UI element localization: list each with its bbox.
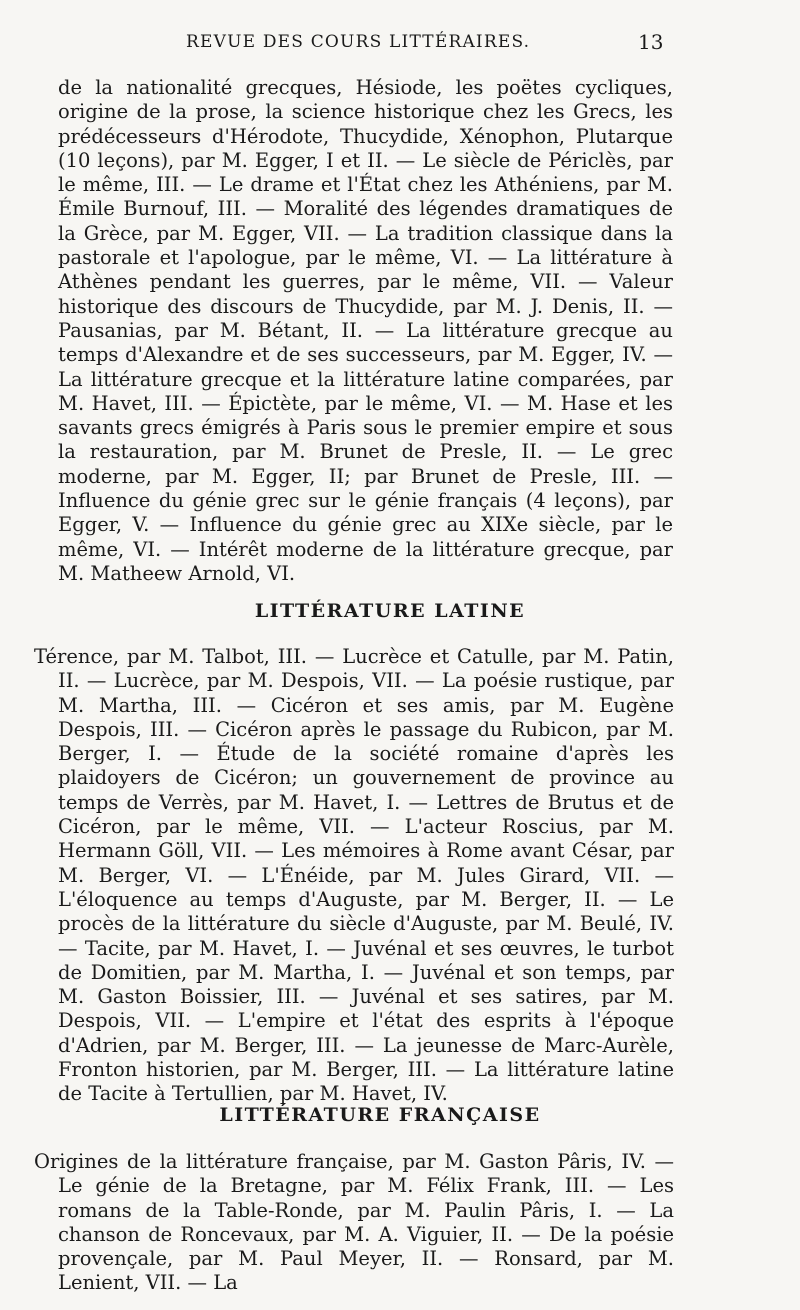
greek-paragraph: de la nationalité grecques, Hésiode, les poëtes cycliques, origine de la prose, la science historique chez les Grecs, les prédécesseurs d'Hérodote, Thucydide, Xénophon, Plutarque (10 leçons), par M. Egger, I et II. — Le siècle de Périclès, par le même, III. — Le drame et l'État chez les Athéniens, par M. Émile Burnouf, III. — Moralité des légendes dramatiques de la Grèce, par M. Egger, VII. — La tradition classique dans la pastorale et l'apologue, par le même, VI. — La littérature à Athènes pendant les guerres, par le même, VII. — Valeur historique des discours de Thucydide, par M. J. Denis, II. — Pausanias, par M. Bétant, II. — La littérature grecque au temps d'Alexandre et de ses successeurs, par M. Egger, IV. — La littérature grecque et la littérature latine comparées, par M. Havet, III. — Épictète, par le même, VI. — M. Hase et les savants grecs émigrés à Paris sous le premier empire et sous la restauration, par M. Brunet de Presle, II. — Le grec moderne, par M. Egger, II; par Brunet de Presle, III. — Influence du génie grec sur le génie français (4 leçons), par Egger, V. — Influence du génie grec au XIXe siècle, par le même, VI. — Intérêt moderne de la littérature grecque, par M. Matheew Arnold, VI. — [58, 76, 673, 585]
latin-literature-section — [34, 645, 674, 1107]
french-section-heading: LITTÉRATURE FRANÇAISE — [219, 1104, 541, 1126]
running-title: REVUE DES COURS LITTÉRAIRES. — [186, 32, 531, 52]
french-literature-section — [34, 1150, 674, 1296]
latin-paragraph: Térence, par M. Talbot, III. — Lucrèce et Catulle, par M. Patin, II. — Lucrèce, par M. Despois, VII. — La poésie rustique, par M. Martha, III. — Cicéron et ses amis, par M. Eugène Despois, III. — Cicéron après le passage du Rubicon, par M. Berger, I. — Étude de la société romaine d'après les plaidoyers de Cicéron; un gouvernement de province au temps de Verrès, par M. Havet, I. — Lettres de Brutus et de Cicéron, par le même, VII. — L'acteur Roscius, par M. Hermann Göll, VII. — Les mémoires à Rome avant César, par M. Berger, VI. — L'Énéide, par M. Jules Girard, VII. — L'éloquence au temps d'Auguste, par M. Berger, II. — Le procès de la littérature du siècle d'Auguste, par M. Beulé, IV. — Tacite, par M. Havet, I. — Juvénal et ses œuvres, le turbot de Domitien, par M. Martha, I. — Juvénal et son temps, par M. Gaston Boissier, III. — Juvénal et ses satires, par M. Despois, VII. — L'empire et l'état des esprits à l'époque d'Adrien, par M. Berger, III. — La jeunesse de Marc-Aurèle, Fronton historien, par M. Berger, III. — La littérature latine de Tacite à Tertullien, par M. Havet, IV. — [34, 645, 674, 1106]
latin-section-heading: LITTÉRATURE LATINE — [254, 600, 526, 622]
greek-literature-continuation — [58, 76, 673, 586]
page-number: 13 — [638, 30, 664, 54]
french-paragraph: Origines de la littérature française, par M. Gaston Pâris, IV. — Le génie de la Bretagne, par M. Félix Frank, III. — Les romans de la Table-Ronde, par M. Paulin Pâris, I. — La chanson de Roncevaux, par M. A. Viguier, II. — De la poésie provençale, par M. Paul Meyer, II. — Ronsard, par M. Lenient, VII. — La — [34, 1150, 674, 1295]
